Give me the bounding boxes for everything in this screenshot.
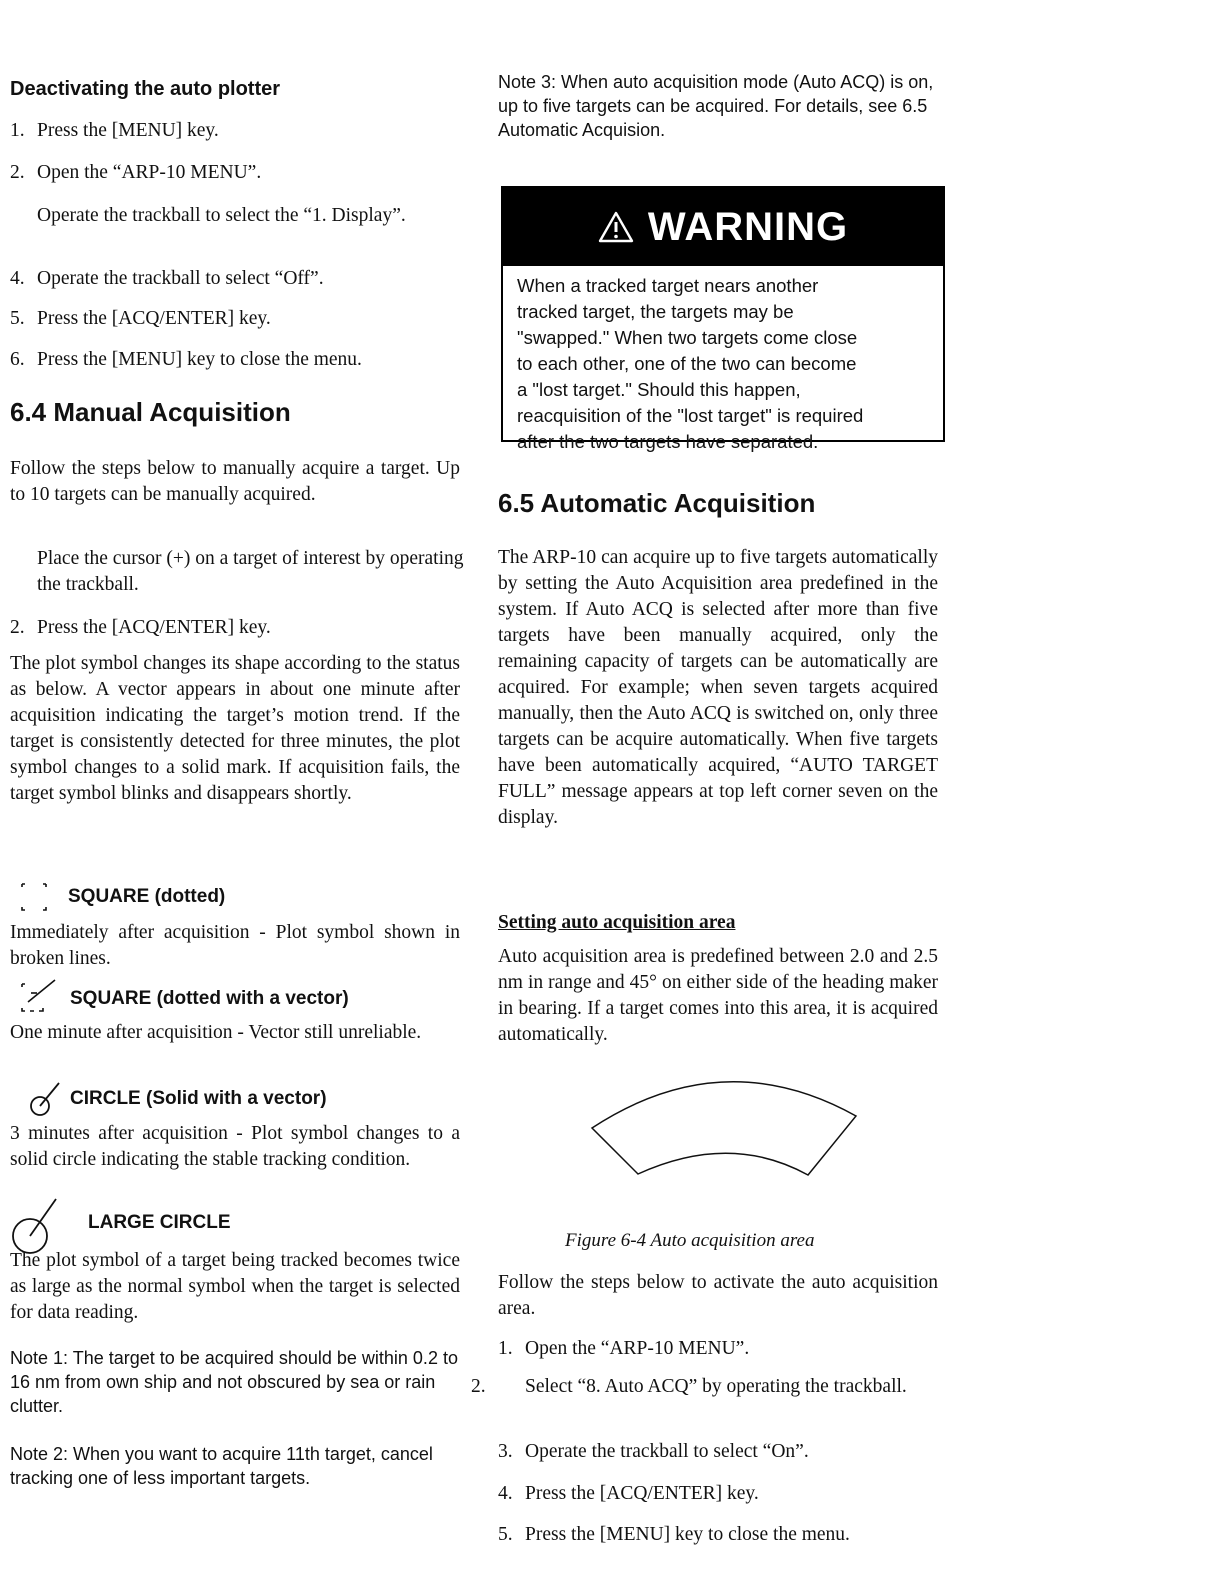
deactivate-step-2: 2. Open the “ARP-10 MENU”. [10,162,262,183]
note-2: Note 2: When you want to acquire 11th target, cancel tracking one of less important targets. [10,1444,433,1488]
symbol-label: SQUARE (dotted with a vector) [70,988,349,1009]
warning-line: When a tracked target nears another [517,275,819,296]
symbol-desc: The plot symbol of a target being tracked becomes twice as large as the normal symbol when the target is selected for data reading. [10,1250,460,1323]
warning-triangle-icon [598,210,634,244]
symbol-circle-solid-vector [10,1078,460,1112]
warning-line: reacquisition of the "lost target" is required [517,405,864,426]
manual-intro: Follow the steps below to manually acquire a target. Up to 10 targets can be manually acquired. [10,458,460,505]
symbol-desc: Immediately after acquisition - Plot symbol shown in broken lines. [10,922,460,969]
deactivate-heading: Deactivating the auto plotter [10,78,281,100]
symbol-desc: 3 minutes after acquisition - Plot symbol changes to a solid circle indicating the stable tracking condition. [10,1123,460,1170]
auto-step-4: 4. Press the [ACQ/ENTER] key. [498,1483,759,1504]
symbol-label: LARGE CIRCLE [88,1212,231,1233]
auto-step-5: 5. Press the [MENU] key to close the menu. [498,1524,850,1545]
symbol-large-circle [10,1196,460,1233]
symbol-square-dotted-vector [10,978,460,1012]
deactivate-step-5: 5. Press the [ACQ/ENTER] key. [10,308,271,329]
auto-step-3: 3. Operate the trackball to select “On”. [498,1441,809,1462]
deactivate-step-4: 4. Operate the trackball to select “Off”. [10,268,324,289]
symbol-desc: One minute after acquisition - Vector still unreliable. [10,1022,422,1043]
plot-paragraph: The plot symbol changes its shape according to the status as below. A vector appears in about one minute after acquisition indicating the target’s motion trend. If the target is consistently detected for three minutes, the plot symbol changes to a solid mark. If acquisition fails, the target symbol blinks and disappears shortly. [10,653,460,804]
figure-caption: Figure 6-4 Auto acquisition area [565,1230,815,1251]
note-1: Note 1: The target to be acquired should be within 0.2 to 16 nm from own ship and not obscured by sea or rain clutter. [10,1348,458,1416]
area-heading: Setting auto acquisition area [498,912,736,933]
auto-paragraph: The ARP-10 can acquire up to five targets automatically by setting the Auto Acquisition area predefined in the system. If Auto ACQ is selected after more than five targets have been manually acquired, only the remaining capacity of targets can be automatically are acquired. For example; when seven targets acquired manually, then the Auto ACQ is switched on, only three targets can be acquire automatically. When five targets have been automatically acquired, “AUTO TARGET FULL” message appears at top left corner seven on the display. [498,547,938,828]
symbol-label: CIRCLE (Solid with a vector) [70,1088,327,1109]
deactivate-step-3: Operate the trackball to select the “1. Display”. [37,205,406,226]
area-paragraph: Auto acquisition area is predefined between 2.0 and 2.5 nm in range and 45° on either side of the heading maker in bearing. If a target comes into this area, it is acquired automatically. [498,946,938,1045]
dotted-square-vector-icon [10,978,70,1016]
symbol-label: SQUARE (dotted) [68,886,226,907]
auto-step-1: 1. Open the “ARP-10 MENU”. [498,1338,750,1359]
warning-line: tracked target, the targets may be [517,301,794,322]
manual-step-1: Place the cursor (+) on a target of interest by operating the trackball. [37,548,464,595]
auto-acquisition-area-figure [590,1070,860,1178]
automatic-acquisition-heading: 6.5 Automatic Acquisition [498,488,816,518]
warning-line: "swapped." When two targets come close [517,327,858,348]
warning-text [503,266,943,455]
symbol-square-dotted [10,880,460,914]
solid-circle-vector-icon [10,1078,70,1118]
warning-line: after the two targets have separated. [517,431,819,452]
warning-title: WARNING [647,205,849,249]
deactivate-step-6: 6. Press the [MENU] key to close the menu. [10,349,362,370]
large-circle-vector-icon [10,1196,80,1256]
warning-line: to each other, one of the two can become [517,353,857,374]
warning-title-bar [503,188,943,266]
steps-intro: Follow the steps below to activate the auto acquisition area. [498,1272,938,1319]
dotted-square-icon [10,880,70,914]
auto-step-2: 2. Select “8. Auto ACQ” by operating the trackball. [471,1376,907,1397]
deactivate-step-1: 1. Press the [MENU] key. [10,120,219,141]
note-3: Note 3: When auto acquisition mode (Auto ACQ) is on, up to five targets can be acquired. For details, see 6.5 Automatic Acquision. [498,72,934,140]
manual-acquisition-heading: 6.4 Manual Acquisition [10,397,291,427]
warning-box [501,186,945,452]
manual-step-2: 2. Press the [ACQ/ENTER] key. [10,617,271,638]
warning-line: a "lost target." Should this happen, [517,379,801,400]
